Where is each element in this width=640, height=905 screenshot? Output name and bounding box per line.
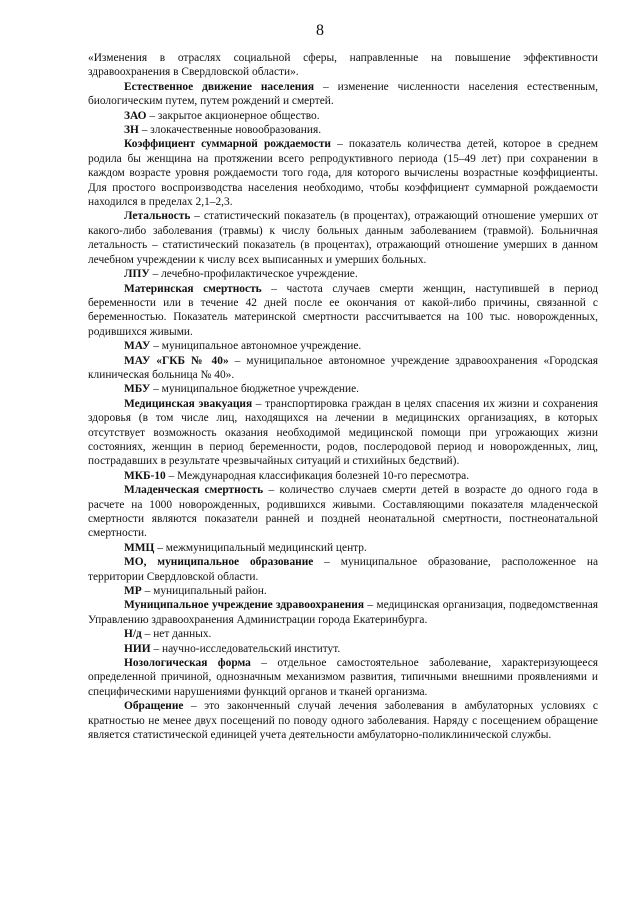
glossary-term: МО, муниципальное образование bbox=[124, 556, 314, 569]
glossary-term: Н/д bbox=[124, 628, 142, 641]
glossary-term: МКБ-10 bbox=[124, 469, 166, 482]
glossary-definition: муниципальное бюджетное учреждение. bbox=[161, 383, 359, 396]
glossary-entry bbox=[88, 209, 598, 267]
glossary-entry bbox=[88, 339, 598, 353]
glossary-term: НИИ bbox=[124, 642, 151, 655]
glossary-definition: Международная классификация болезней 10-го пересмотра. bbox=[177, 469, 470, 482]
glossary-entry bbox=[88, 555, 598, 584]
glossary-entry bbox=[88, 267, 598, 281]
glossary-definition: показатель количества детей, которое в среднем родила бы женщина на протяжении всего репродуктивного периода (15–49 лет) при сохранении в каждом возрасте уровня рождаемости того года, для которого вычислены возрастные коэффициенты. Для простого воспроизводства населения необходимо, чтобы коэффициент суммарной рождаемости находился в пределах 2,1–2,3. bbox=[88, 138, 598, 209]
glossary-definition: лечебно-профилактическое учреждение. bbox=[161, 268, 358, 281]
glossary-definition: злокачественные новообразования. bbox=[150, 124, 322, 137]
glossary-definition: научно-исследовательский институт. bbox=[161, 642, 341, 655]
glossary-term: ЛПУ bbox=[124, 268, 150, 281]
glossary-definition: статистический показатель (в процентах), отражающий отношение умерших от какого-либо заболевания (травмы) к числу больных данным заболеванием (травмой). Больничная летальность – статистический показатель (в процентах), отражающий отношение умерших в данном лечебном учреждении к числу всех выписанных и умерших больных. bbox=[88, 210, 598, 266]
glossary-term: Обращение bbox=[124, 700, 184, 713]
glossary-term: Материнская смертность bbox=[124, 282, 262, 295]
glossary-entry bbox=[88, 541, 598, 555]
glossary-term: МАУ bbox=[124, 340, 151, 353]
glossary-entry bbox=[88, 483, 598, 541]
glossary-entry bbox=[88, 642, 598, 656]
glossary-term: Муниципальное учреждение здравоохранения bbox=[124, 599, 365, 612]
glossary-term: МБУ bbox=[124, 383, 151, 396]
glossary-entry bbox=[88, 51, 598, 80]
glossary-definition: частота случаев смерти женщин, наступившей в период беременности или в течение 42 дней после ее окончания от какой-либо причины, связанной с беременностью. Показатель материнской смертности рассчитывается на 100 тыс. новорожденных, родившихся живыми. bbox=[88, 282, 599, 338]
glossary-definition: муниципальное образование, расположенное на территории Свердловской области. bbox=[88, 556, 598, 583]
glossary-entry bbox=[88, 598, 598, 627]
glossary-definition: это законченный случай лечения заболевания в амбулаторных условиях с кратностью не менее двух посещений по поводу одного заболевания. Наряду с посещением обращение является статистической единицей учета деятельности амбулаторно-поликлинической службы. bbox=[88, 700, 598, 742]
glossary-definition: транспортировка граждан в целях спасения их жизни и сохранения здоровья (в том числе лиц, находящихся на лечении в медицинских организациях, в которых отсутствует возможность оказания необходимой медицинской помощи при угрожающих жизни состояниях, женщин в период беременности, родов, послеродовой период и новорожденных, лиц, пострадавших в результате чрезвычайных ситуаций и стихийных бедствий). bbox=[88, 397, 599, 468]
glossary-body bbox=[88, 51, 598, 743]
glossary-term: ММЦ bbox=[124, 541, 155, 554]
glossary-term: Нозологическая форма bbox=[124, 657, 251, 670]
glossary-entry bbox=[88, 584, 598, 598]
glossary-entry bbox=[88, 282, 598, 340]
glossary-definition: медицинская организация, подведомственная Управлению здравоохранения Администрации города Екатеринбурга. bbox=[88, 599, 599, 626]
glossary-term: Коэффициент суммарной рождаемости bbox=[124, 138, 331, 151]
glossary-term: Медицинская эвакуация bbox=[124, 397, 253, 410]
glossary-term: Летальность bbox=[124, 210, 191, 223]
glossary-entry bbox=[88, 699, 598, 742]
glossary-entry bbox=[88, 137, 598, 209]
glossary-entry bbox=[88, 80, 598, 109]
glossary-definition: закрытое акционерное общество. bbox=[157, 109, 320, 122]
glossary-term: ЗН bbox=[124, 124, 139, 137]
glossary-entry bbox=[88, 382, 598, 396]
glossary-entry bbox=[88, 123, 598, 137]
glossary-definition: количество случаев смерти детей в возрасте до одного года в расчете на 1000 новорожденных, родившихся живыми. Составляющими показателя младенческой смертности являются показатели ранней и поздней неонатальной смертности, постнеонатальной смертности. bbox=[88, 484, 598, 540]
glossary-entry bbox=[88, 627, 598, 641]
glossary-definition: отдельное самостоятельное заболевание, характеризующееся определенной причиной, однозначным механизмом развития, типичными внешними проявлениями и специфическими нарушениями функций органов и тканей организма. bbox=[88, 657, 598, 698]
glossary-entry bbox=[88, 397, 598, 469]
glossary-term: ЗАО bbox=[124, 109, 147, 122]
glossary-definition: нет данных. bbox=[153, 628, 212, 641]
glossary-definition: межмуниципальный медицинский центр. bbox=[165, 541, 367, 554]
glossary-term: Естественное движение населения bbox=[124, 80, 315, 93]
glossary-entry bbox=[88, 109, 598, 123]
glossary-definition: муниципальный район. bbox=[153, 585, 267, 598]
glossary-entry bbox=[88, 469, 598, 483]
page-number: 8 bbox=[316, 22, 324, 39]
glossary-term: МР bbox=[124, 585, 142, 598]
glossary-entry bbox=[88, 354, 598, 383]
glossary-entry bbox=[88, 656, 598, 699]
glossary-definition: муниципальное автономное учреждение. bbox=[161, 340, 362, 353]
glossary-definition: муниципальное автономное учреждение здравоохранения «Городская клиническая больница № 40». bbox=[88, 354, 598, 381]
glossary-term: МАУ «ГКБ № 40» bbox=[124, 354, 229, 367]
glossary-definition: изменение численности населения естественным, биологическим путем, путем рождений и смертей. bbox=[88, 80, 599, 108]
glossary-term: Младенческая смертность bbox=[124, 484, 264, 497]
glossary-definition: «Изменения в отраслях социальной сферы, направленные на повышение эффективности здравоохранения в Свердловской области». bbox=[88, 52, 598, 79]
